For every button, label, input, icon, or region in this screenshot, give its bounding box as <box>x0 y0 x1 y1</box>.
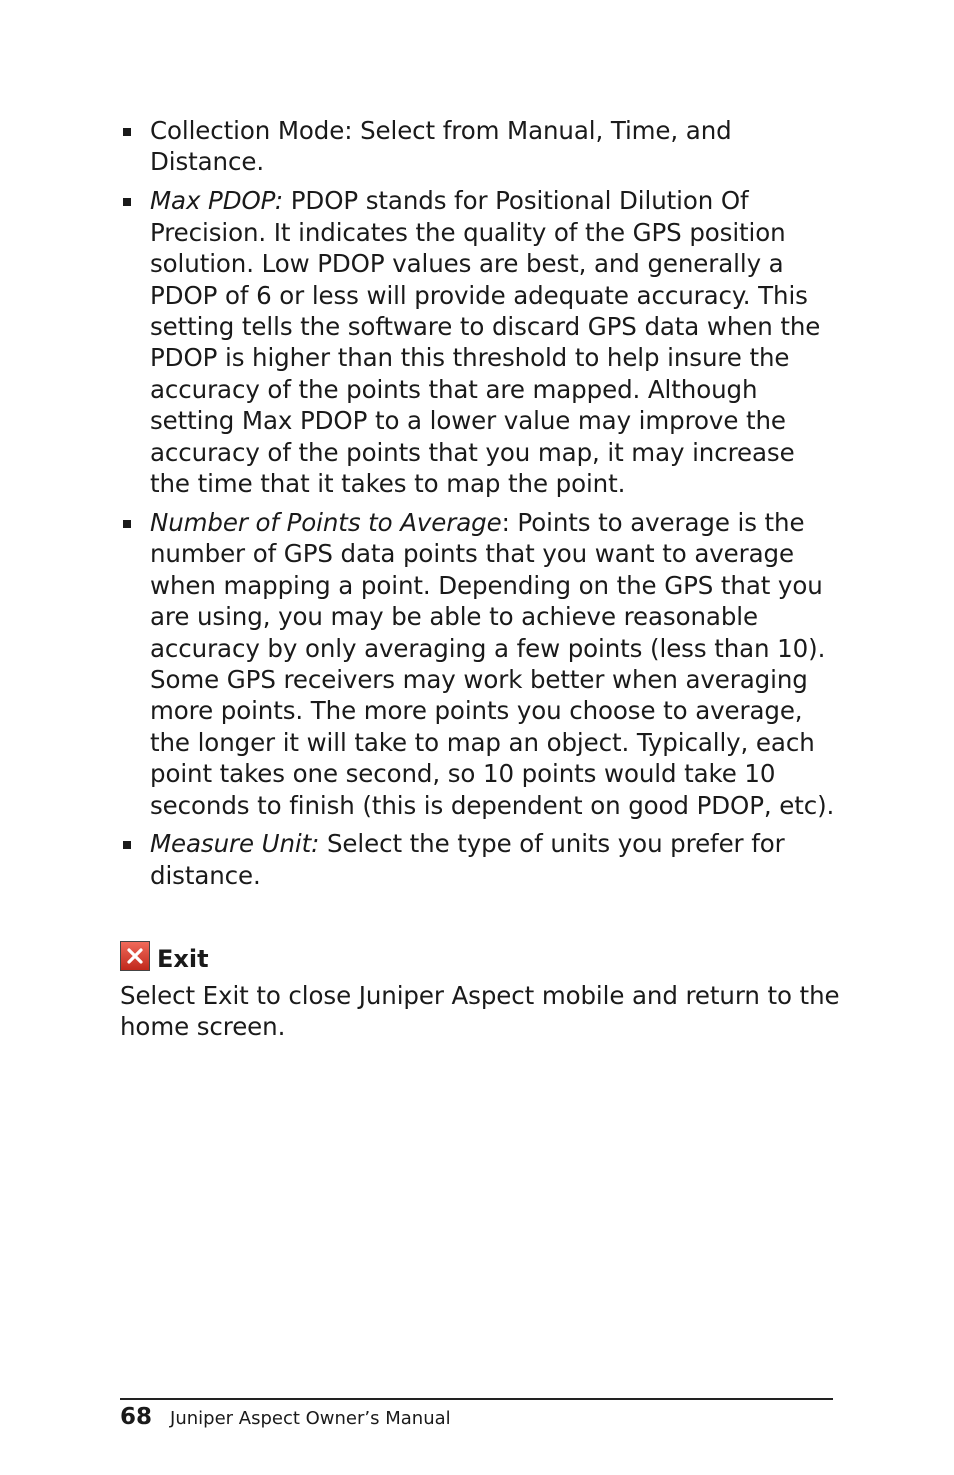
page-footer <box>120 1404 451 1430</box>
footer-divider <box>120 1398 833 1400</box>
page-number: 68 <box>120 1404 153 1430</box>
bullet-text: Collection Mode: Select from Manual, Time, and Distance. <box>150 116 732 177</box>
exit-title: Exit <box>157 945 209 973</box>
bullet-text: PDOP stands for Positional Dilution Of Precision. It indicates the quality of the GPS position solution. Low PDOP values are best, and generally a PDOP of 6 or less will provide adequate accuracy. This setting tells the software to discard GPS data when the PDOP is higher than this threshold to help insure the accuracy of the points that are mapped. Although setting Max PDOP to a lower value may improve the accuracy of the points that you map, it may increase the time that it takes to map the point. <box>150 186 821 498</box>
square-bullet-icon <box>123 841 131 849</box>
bullet-points-to-average <box>120 507 840 821</box>
square-bullet-icon <box>123 128 131 136</box>
bullet-term: Number of Points to Average <box>150 507 502 537</box>
bullet-measure-unit <box>120 828 840 891</box>
square-bullet-icon <box>123 520 131 528</box>
square-bullet-icon <box>123 198 131 206</box>
bullet-term: Measure Unit: <box>150 829 320 859</box>
bullet-term: Max PDOP: <box>150 186 284 216</box>
bullet-collection-mode <box>120 115 840 178</box>
bullet-text: : Points to average is the number of GPS data points that you want to average when mapping a point. Depending on the GPS that you are using, you may be able to achieve reasonable accuracy by only averaging a few points (less than 10). Some GPS receivers may work better when averaging more points. The more points you choose to average, the longer it will take to map an object. Typically, each point takes one second, so 10 points would take 10 seconds to finish (this is dependent on good PDOP, etc). <box>150 507 835 820</box>
manual-title: Juniper Aspect Owner’s Manual <box>170 1408 451 1429</box>
bullet-list <box>120 115 840 899</box>
bullet-max-pdop <box>120 185 840 499</box>
exit-heading <box>120 940 209 974</box>
bullet-text: Select the type of units you prefer for distance. <box>150 829 785 890</box>
exit-description: Select Exit to close Juniper Aspect mobile and return to the home screen. <box>120 981 840 1042</box>
exit-icon <box>120 941 150 971</box>
